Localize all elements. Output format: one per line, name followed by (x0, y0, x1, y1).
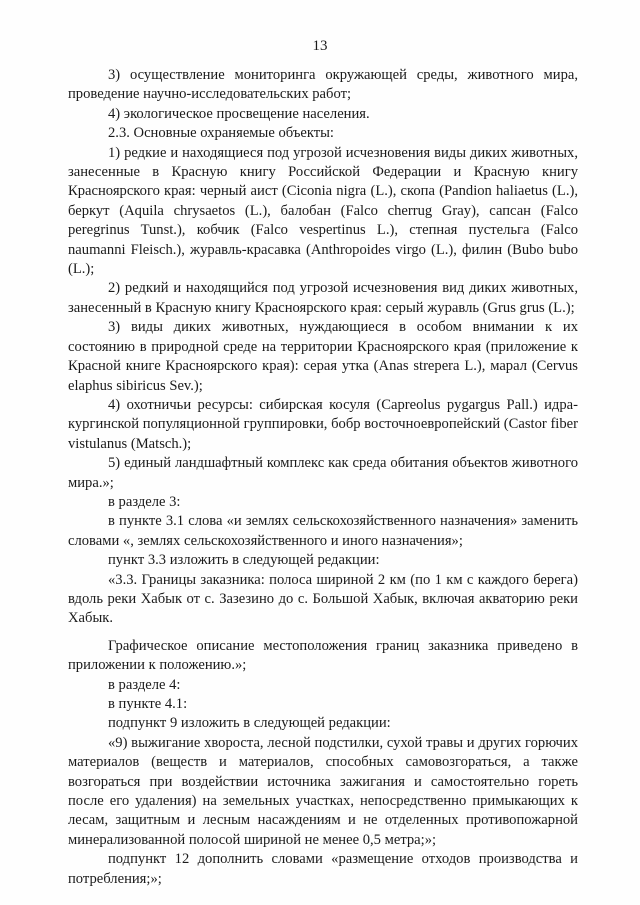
paragraph-item-4-education: 4) экологическое просвещение населения. (108, 105, 370, 122)
paragraph-section-2-3: 2.3. Основные охраняемые объекты: (108, 125, 334, 142)
paragraph-section-3-heading: в разделе 3: (108, 493, 181, 510)
paragraph-subpoint-12: подпункт 12 дополнить словами «размещение отходов производства и потребления;»; (68, 851, 578, 887)
paragraph-hunting-resources: 4) охотничьи ресурсы: сибирская косуля (Capreolus pygargus Pall.) идра-кургинской популяционной группировки, бобр восточноевропейский (Castor fiber vistulanus (Matsch.); (68, 396, 578, 452)
paragraph-protected-species-3: 3) виды диких животных, нуждающиеся в особом внимании к их состоянию в природной среде на территории Красноярского края (приложение к Красной книге Красноярского края): серая утка (Anas strepera L.), марал (Cervus elaphus sibiricus Sev.); (68, 319, 578, 394)
document-body (68, 66, 578, 889)
paragraph-section-4-heading: в разделе 4: (108, 676, 181, 693)
paragraph-point-3-3-intro: пункт 3.3 изложить в следующей редакции: (108, 552, 380, 569)
paragraph-protected-species-1: 1) редкие и находящиеся под угрозой исчезновения виды диких животных, занесенные в Красную книгу Российской Федерации и Красную книгу Красноярского края: черный аист (Ciconia nigra (L.), скопа (Pandion haliaetus (L.), беркут (Aquila chrysaetos (L.), балобан (Falco cherrug Gray), сапсан (Falco peregrinus Tunst.), кобчик (Falco vespertinus L.), степная пустельга (Falco naumanni Fleisch.), журавль-красавка (Anthropoides virgo (L.), филин (Bubo bubo (L.); (68, 144, 578, 278)
paragraph-subpoint-9-intro: подпункт 9 изложить в следующей редакции: (108, 715, 391, 732)
paragraph-item-3-monitoring: 3) осуществление мониторинга окружающей среды, животного мира, проведение научно-исследовательских работ; (68, 67, 578, 103)
page-number: 13 (312, 38, 328, 54)
paragraph-point-4-1: в пункте 4.1: (108, 696, 188, 712)
paragraph-subpoint-9-text: «9) выжигание хвороста, лесной подстилки, сухой травы и других горючих материалов (веществ и материалов, способных самовозгораться, а также возгораться при воздействии источника зажигания и самостоятельно гореть после его удаления) на земельных участках, непосредственно примыкающих к лесам, защитным и лесным насаждениям и не отделенных противопожарной минерализованной полосой шириной не менее 0,5 метра;»; (68, 734, 578, 848)
paragraph-point-3-3-text: «3.3. Границы заказника: полоса шириной 2 км (по 1 км с каждого берега) вдоль реки Хабык от с. Зазезино до с. Большой Хабык, включая акваторию реки Хабык. (68, 571, 578, 627)
paragraph-protected-species-2: 2) редкий и находящийся под угрозой исчезновения вид диких животных, занесенный в Красную книгу Красноярского края: серый журавль (Grus grus (L.); (68, 280, 578, 316)
paragraph-graphic-description: Графическое описание местоположения границ заказника приведено в приложении к положению.»; (68, 637, 578, 674)
paragraph-point-3-1: в пункте 3.1 слова «и землях сельскохозяйственного назначения» заменить словами «, землях сельскохозяйственного и иного назначения»; (68, 513, 578, 549)
paragraph-landscape-complex: 5) единый ландшафтный комплекс как среда обитания объектов животного мира.»; (68, 455, 578, 491)
